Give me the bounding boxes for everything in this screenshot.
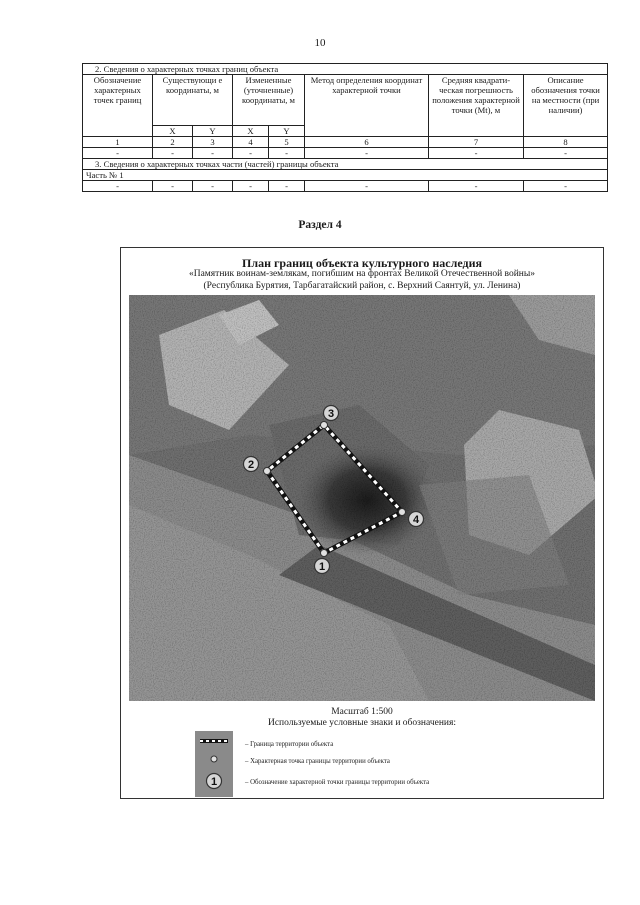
table-cell: - — [305, 181, 429, 192]
table-cell: 6 — [305, 137, 429, 148]
svg-text:1: 1 — [210, 776, 218, 788]
boundary-point-marker — [321, 550, 328, 557]
svg-text:4: 4 — [412, 514, 420, 526]
svg-text:3: 3 — [327, 408, 335, 420]
table-cell: - — [305, 148, 429, 159]
plan-title: План границ объекта культурного наследия — [242, 256, 482, 270]
svg-text:1: 1 — [318, 561, 326, 573]
table-cell: - — [193, 148, 233, 159]
table-cell: 1 — [83, 137, 153, 148]
legend-point-label-icon — [207, 774, 222, 789]
subheader-y: Y — [269, 126, 305, 137]
table-cell: - — [83, 181, 153, 192]
header-changed-coords: Измененные (уточненные) координаты, м — [233, 75, 305, 126]
page-number: 10 — [314, 37, 326, 49]
table-cell: 2 — [153, 137, 193, 148]
table-cell: 8 — [524, 137, 608, 148]
boundary-point-marker — [321, 422, 328, 429]
header-existing-coords: Существующи е координаты, м — [153, 75, 233, 126]
point-label-1 — [315, 559, 330, 574]
section3-title: 3. Сведения о характерных точках части (частей) границы объекта — [83, 159, 608, 170]
aerial-map — [129, 295, 595, 701]
table-row — [83, 148, 608, 159]
legend-swatches — [195, 731, 233, 797]
table-cell: - — [429, 181, 524, 192]
table-cell: - — [233, 181, 269, 192]
table-row — [83, 181, 608, 192]
table-cell: - — [429, 148, 524, 159]
svg-text:2: 2 — [247, 459, 255, 471]
plan-location: (Республика Бурятия, Тарбагатайский район, с. Верхний Саянтуй, ул. Ленина) — [203, 281, 521, 291]
part-label: Часть № 1 — [83, 170, 608, 181]
subheader-y: Y — [193, 126, 233, 137]
plan-subtitle: «Памятник воинам-землякам, погибшим на фронтах Великой Отечественной войны» — [188, 269, 536, 279]
section2-title: 2. Сведения о характерных точках границ объекта — [83, 64, 608, 75]
legend-point-icon — [211, 756, 217, 762]
point-label-4 — [409, 512, 424, 527]
subheader-x: X — [153, 126, 193, 137]
map-scale: Масштаб 1:500 — [331, 707, 393, 717]
table-cell: - — [269, 148, 305, 159]
table-cell: - — [269, 181, 305, 192]
table-cell: - — [193, 181, 233, 192]
section-title: Раздел 4 — [298, 219, 342, 231]
table-cell: - — [233, 148, 269, 159]
subheader-x: X — [233, 126, 269, 137]
table-cell: - — [153, 181, 193, 192]
table-cell: - — [524, 181, 608, 192]
legend-boundary-text: – Граница территории объекта — [245, 741, 334, 748]
header-point-designation: Обозначение характерных точек границ — [83, 75, 153, 137]
boundary-point-marker — [264, 468, 271, 475]
table-cell: 5 — [269, 137, 305, 148]
table-cell: - — [153, 148, 193, 159]
table-cell: - — [524, 148, 608, 159]
header-error: Средняя квадрати- ческая погрешность положения характерной точки (Mt), м — [429, 75, 524, 137]
legend-point-label-text: – Обозначение характерной точки границы территории объекта — [245, 779, 430, 786]
point-label-3 — [324, 406, 339, 421]
legend-title: Используемые условные знаки и обозначения: — [267, 718, 456, 728]
legend-point-text: – Характерная точка границы территории объекта — [245, 758, 390, 765]
table-cell: 3 — [193, 137, 233, 148]
boundary-points-table — [82, 63, 608, 192]
boundary-point-marker — [399, 509, 406, 516]
point-label-2 — [244, 457, 259, 472]
header-method: Метод определения координат характерной точки — [305, 75, 429, 137]
table-cell: 7 — [429, 137, 524, 148]
header-description: Описание обозначения точки на местности (при наличии) — [524, 75, 608, 137]
table-row — [83, 137, 608, 148]
table-cell: - — [83, 148, 153, 159]
table-cell: 4 — [233, 137, 269, 148]
